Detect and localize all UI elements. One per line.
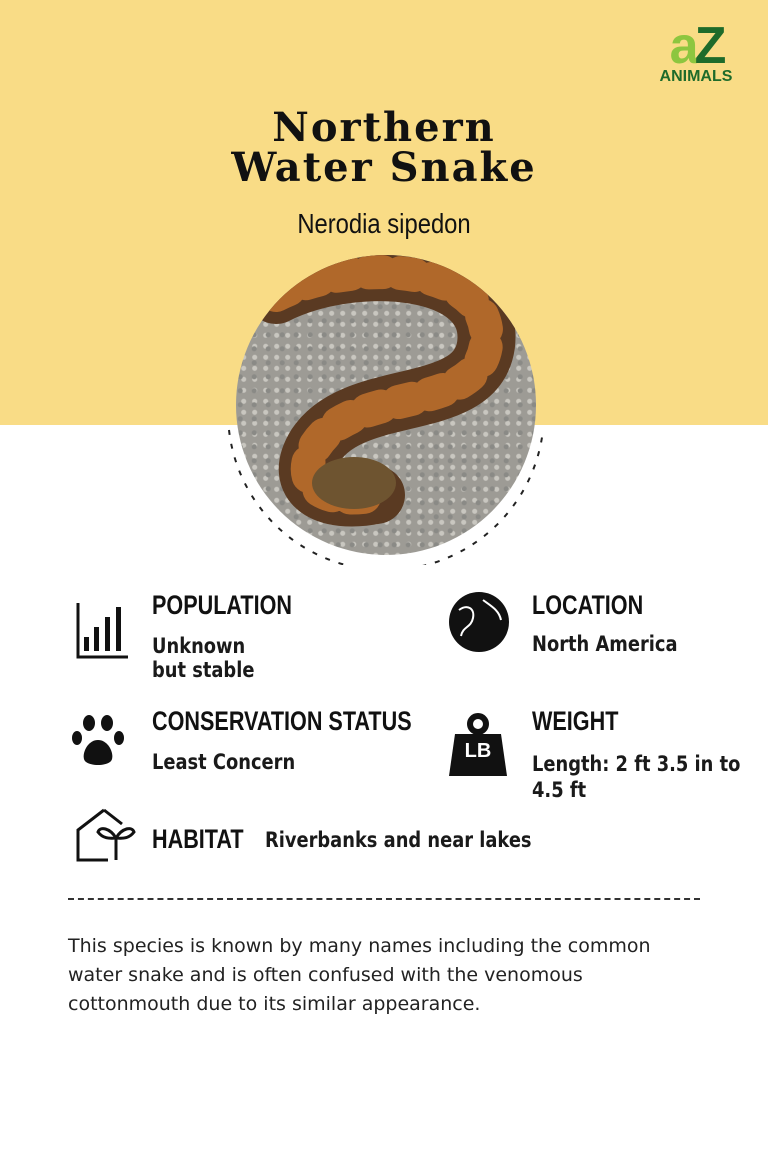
snake-photo — [236, 255, 536, 555]
page-title — [0, 104, 768, 191]
population-line-2: but stable — [152, 658, 255, 682]
weight-label: WEIGHT — [532, 706, 619, 736]
habitat-label: HABITAT — [152, 824, 244, 854]
location-label: LOCATION — [532, 590, 644, 620]
az-animals-logo[interactable] — [648, 17, 744, 86]
title-line-1: Northern — [272, 104, 496, 151]
conservation-label: CONSERVATION STATUS — [152, 706, 412, 736]
habitat-value: Riverbanks and near lakes — [265, 828, 532, 852]
habitat-house-icon — [76, 808, 136, 862]
population-line-1: Unknown — [152, 634, 246, 658]
divider — [68, 898, 700, 900]
bar-chart-icon — [76, 603, 130, 659]
logo-text: ANIMALS — [659, 68, 733, 85]
weight-line-1: Length: 2 ft 3.5 in to — [532, 752, 741, 776]
location-value: North America — [532, 632, 678, 656]
globe-icon — [447, 590, 511, 654]
conservation-value: Least Concern — [152, 750, 296, 774]
population-label: POPULATION — [152, 590, 292, 620]
paw-icon — [72, 714, 126, 768]
logo-a: a — [669, 17, 695, 75]
scientific-name: Nerodia sipedon — [297, 208, 471, 239]
weight-icon-text: LB — [464, 740, 492, 762]
logo-z: Z — [694, 17, 723, 75]
title-line-2: Water Snake — [231, 144, 537, 191]
description: This species is known by many names including the common water snake and is often confused with the venomous cottonmouth due to its similar appearance. — [68, 935, 651, 1015]
weight-line-2: 4.5 ft — [532, 778, 587, 802]
